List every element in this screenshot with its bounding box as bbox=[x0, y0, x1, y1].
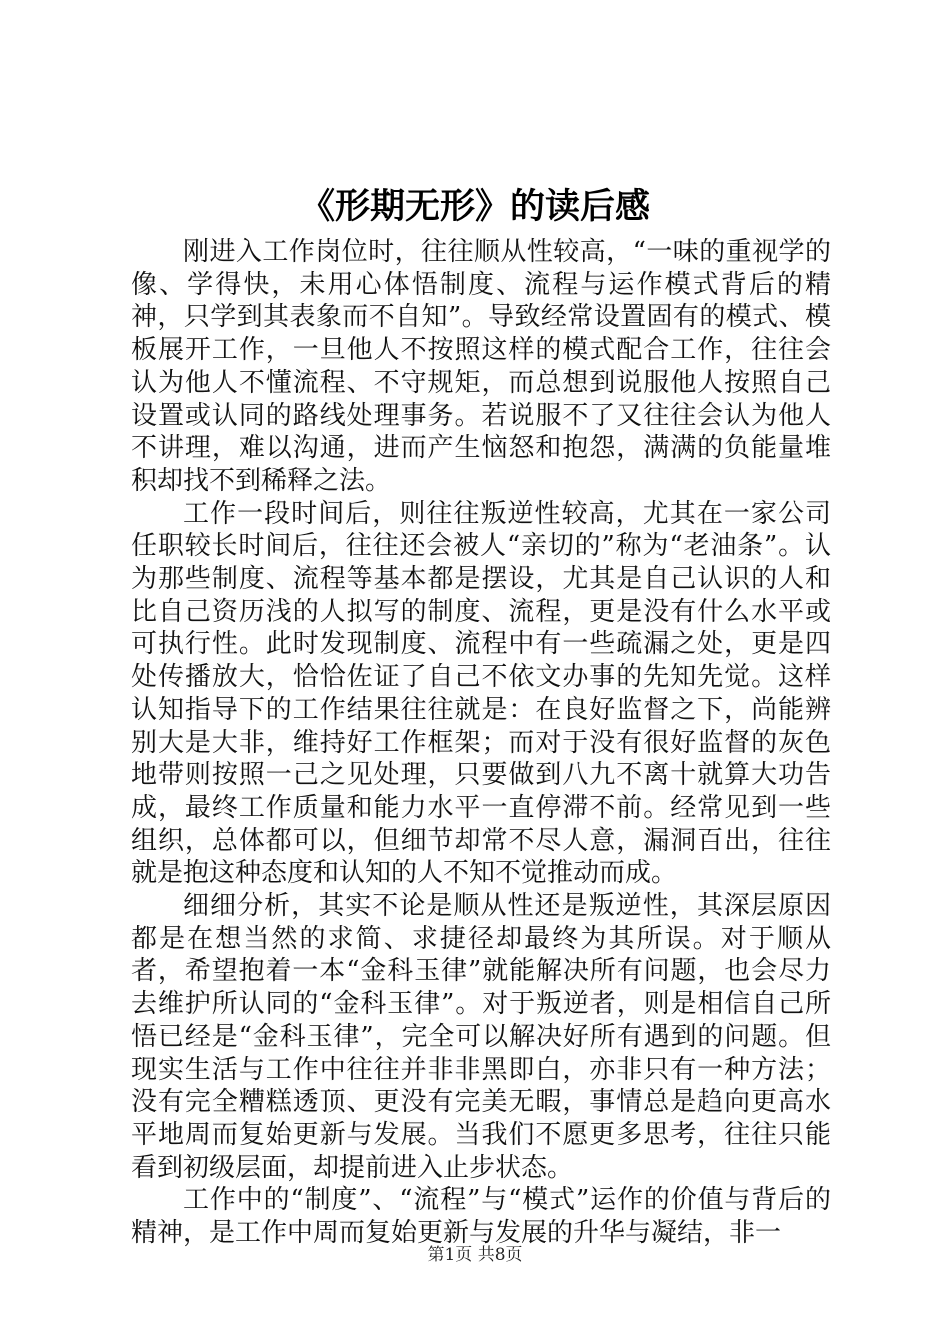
paragraph: 工作一段时间后，则往往叛逆性较高，尤其在一家公司任职较长时间后，往往还会被人“亲切的”称为“老油条”。认为那些制度、流程等基本都是摆设，尤其是自己认识的人和比自己资历浅的人拟写的制度、流程，更是没有什么水平或可执行性。此时发现制度、流程中有一些疏漏之处，更是四处传播放大，恰恰佐证了自己不依文办事的先知先觉。这样认知指导下的工作结果往往就是：在良好监督之下，尚能辨别大是大非，维持好工作框架；而对于没有很好监督的灰色地带则按照一己之见处理，只要做到八九不离十就算大功告成，最终工作质量和能力水平一直停滞不前。经常见到一些组织，总体都可以，但细节却常不尽人意，漏洞百出，往往就是抱这种态度和认知的人不知不觉推动而成。 bbox=[131, 498, 831, 889]
page-number-footer: 第1页 共8页 bbox=[427, 1245, 523, 1265]
paragraph: 刚进入工作岗位时，往往顺从性较高，“一味的重视学的像、学得快，未用心体悟制度、流程与运作模式背后的精神，只学到其表象而不自知”。导致经常设置固有的模式、模板展开工作，一旦他人不按照这样的模式配合工作，往往会认为他人不懂流程、不守规矩，而总想到说服他人按照自己设置或认同的路线处理事务。若说服不了又往往会认为他人不讲理，难以沟通，进而产生恼怒和抱怨，满满的负能量堆积却找不到稀释之法。 bbox=[131, 237, 831, 496]
paragraph: 细细分析，其实不论是顺从性还是叛逆性，其深层原因都是在想当然的求简、求捷径却最终为其所误。对于顺从者，希望抱着一本“金科玉律”就能解决所有问题，也会尽力去维护所认同的“金科玉律”。对于叛逆者，则是相信自己所悟已经是“金科玉律”，完全可以解决好所有遇到的问题。但现实生活与工作中往往并非非黑即白，亦非只有一种方法；没有完全糟糕透顶、更没有完美无暇，事情总是趋向更高水平地周而复始更新与发展。当我们不愿更多思考，往往只能看到初级层面，却提前进入止步状态。 bbox=[131, 891, 831, 1183]
paragraph: 工作中的“制度”、“流程”与“模式”运作的价值与背后的精神，是工作中周而复始更新与发展的升华与凝结，非一 bbox=[131, 1185, 831, 1249]
document-title: 《形期无形》的读后感 bbox=[299, 186, 650, 227]
document-body bbox=[131, 236, 831, 1250]
